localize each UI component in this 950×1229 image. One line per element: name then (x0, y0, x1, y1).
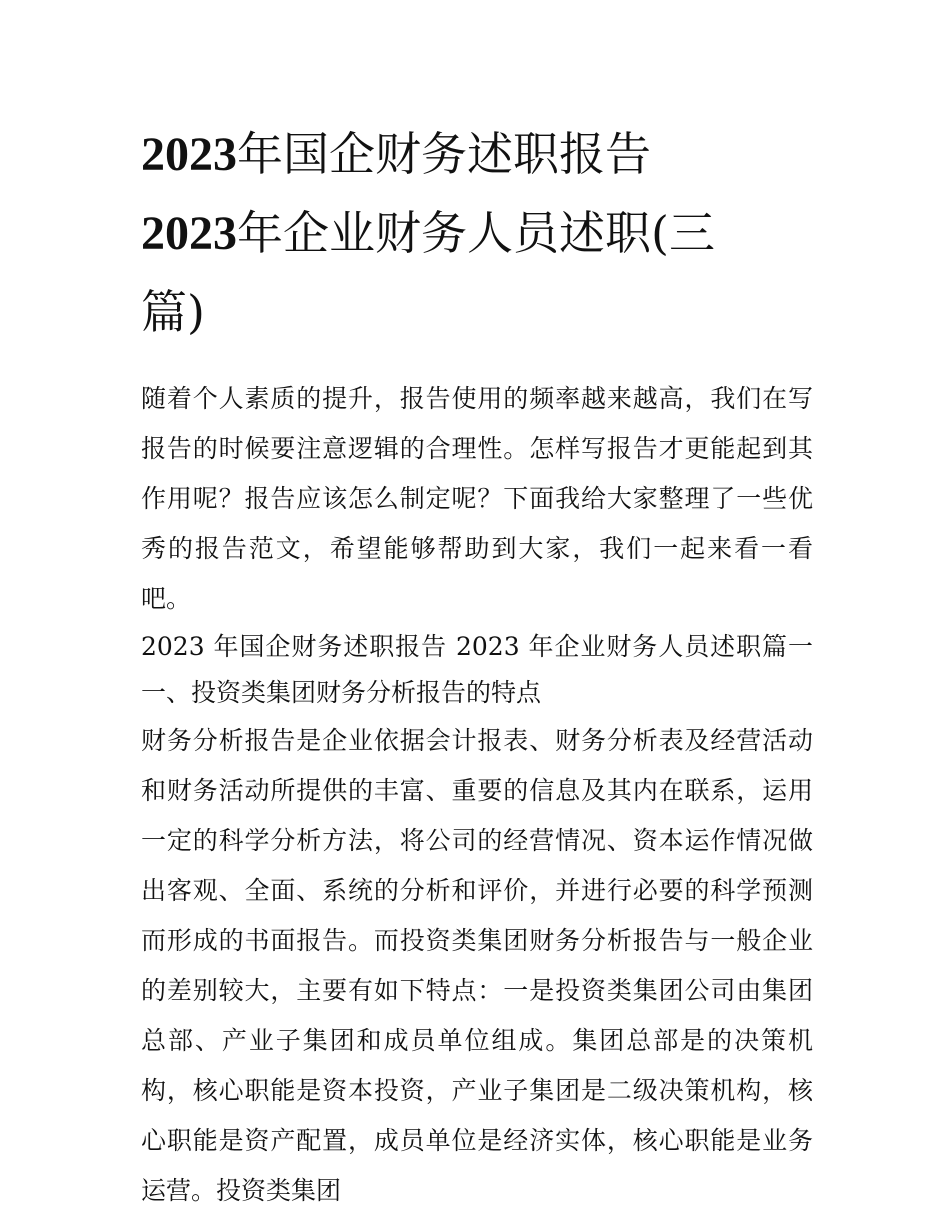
document-content (141, 115, 813, 1216)
title-text: 年企业财务人员述职(三 (237, 206, 715, 260)
body-paragraph: 财务分析报告是企业依据会计报表、财务分析表及经营活动和财务活动所提供的丰富、重要的信息及其内在联系，运用一定的科学分析方法，将公司的经营情况、资本运作情况做出客观、全面、系统的分析和评价，并进行必要的科学预测而形成的书面报告。而投资类集团财务分析报告与一般企业的差别较大，主要有如下特点：一是投资类集团公司由集团总部、产业子集团和成员单位组成。集团总部是的决策机构，核心职能是资本投资，产业子集团是二级决策机构，核心职能是资产配置，成员单位是经济实体，核心职能是业务运营。投资类集团 (141, 726, 813, 1205)
title-year: 2023 (141, 207, 237, 260)
title-line-1 (141, 115, 813, 194)
title-text: 篇) (141, 285, 205, 339)
title-line-3 (141, 273, 813, 352)
title-line-2 (141, 194, 813, 273)
intro-paragraph: 随着个人素质的提升，报告使用的频率越来越高，我们在写报告的时候要注意逻辑的合理性。怎样写报告才更能起到其作用呢？报告应该怎么制定呢？下面我给大家整理了一些优秀的报告范文，希望能够帮助到大家，我们一起来看一看吧。 (141, 384, 813, 613)
title-year: 2023 (141, 128, 237, 181)
section-heading: 2023 年国企财务述职报告 2023 年企业财务人员述职篇一 一、投资类集团财务分析报告的特点 (141, 632, 813, 707)
title-text: 年国企财务述职报告 (237, 127, 651, 181)
